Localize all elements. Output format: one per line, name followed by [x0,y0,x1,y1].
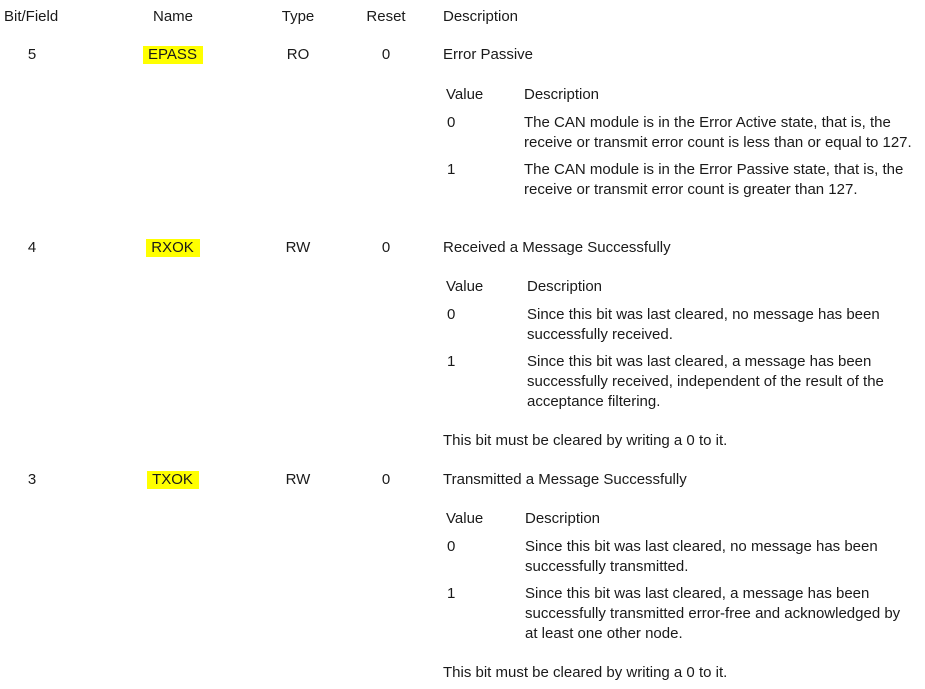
value-desc-header: Description [527,278,603,295]
value-cell: 1 [447,161,456,178]
description-line: Since this bit was last cleared, a message has been [527,353,872,370]
description-line: successfully transmitted error-free and acknowledged by [525,605,901,622]
value-header: Value [446,278,484,295]
description-line: successfully received, independent of the result of the [527,373,884,390]
bit-number: 3 [27,471,37,488]
bit-number: 5 [27,46,37,63]
header-name: Name [152,8,193,25]
value-cell: 1 [447,585,456,602]
header-description: Description [443,8,519,25]
bit-number: 4 [27,239,37,256]
description-line: Since this bit was last cleared, a message has been [525,585,870,602]
value-description [525,584,900,644]
field-reset: 0 [381,471,391,488]
field-name-highlight: RXOK [146,239,200,257]
value-cell: 1 [447,353,456,370]
header-bit-field: Bit/Field [4,8,59,25]
field-note: This bit must be cleared by writing a 0 to it. [443,432,728,449]
value-cell: 0 [447,306,456,323]
description-line: Since this bit was last cleared, no message has been [525,538,878,555]
value-description [527,352,884,412]
field-title: Transmitted a Message Successfully [443,471,687,488]
field-reset: 0 [381,46,391,63]
header-reset: Reset [366,8,406,25]
description-line: The CAN module is in the Error Active state, that is, the [524,114,891,131]
value-description [525,537,878,577]
description-line: receive or transmit error count is greater than 127. [524,181,858,198]
description-line: successfully transmitted. [525,558,689,575]
value-desc-header: Description [525,510,601,527]
field-title: Received a Message Successfully [443,239,671,256]
field-name [120,45,226,65]
field-note: This bit must be cleared by writing a 0 to it. [443,664,728,681]
description-line: at least one other node. [525,625,683,642]
description-line: Since this bit was last cleared, no message has been [527,306,880,323]
field-type: RO [286,46,310,63]
description-line: successfully received. [527,326,673,343]
field-type: RW [285,471,311,488]
field-title: Error Passive [443,46,534,63]
value-description [527,305,880,345]
value-header: Value [446,510,484,527]
value-desc-header: Description [524,86,600,103]
value-description [524,113,912,153]
description-line: acceptance filtering. [527,393,661,410]
field-name-highlight: EPASS [143,46,203,64]
field-type: RW [285,239,311,256]
field-name-highlight: TXOK [147,471,199,489]
value-cell: 0 [447,538,456,555]
field-name [120,238,226,258]
value-header: Value [446,86,484,103]
description-line: The CAN module is in the Error Passive state, that is, the [524,161,904,178]
value-cell: 0 [447,114,456,131]
value-description [524,160,903,200]
description-line: receive or transmit error count is less than or equal to 127. [524,134,912,151]
header-type: Type [281,8,315,25]
field-reset: 0 [381,239,391,256]
field-name [120,470,226,490]
